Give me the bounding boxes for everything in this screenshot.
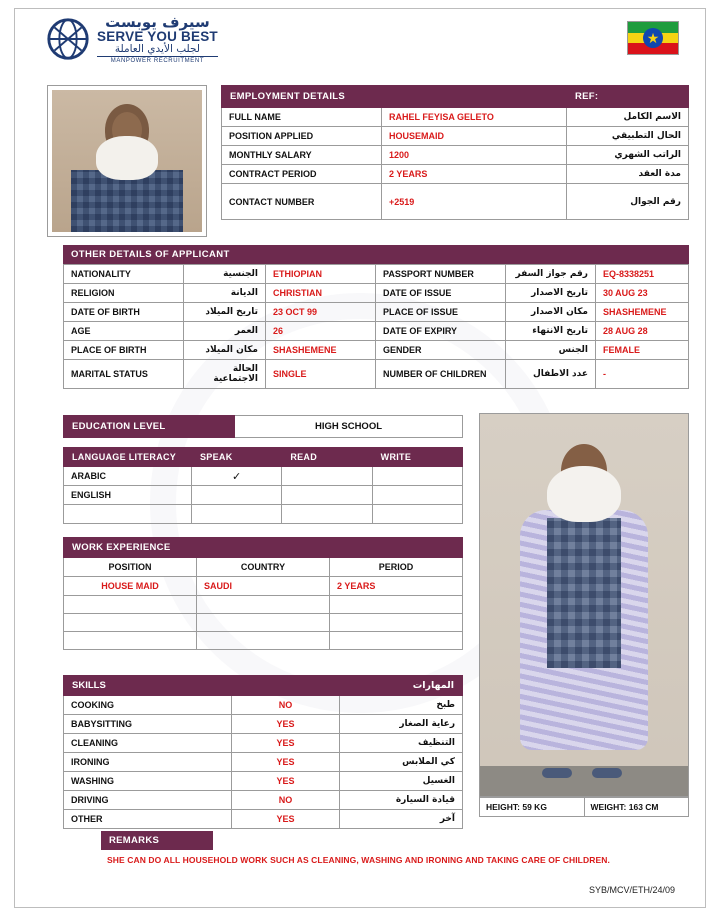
number-of-children-value: -: [596, 360, 689, 389]
table-row: [222, 108, 689, 127]
religion-arabic: الديانة: [184, 284, 266, 303]
date-of-expiry-label: DATE OF EXPIRY: [376, 322, 506, 341]
skill-arabic: الغسيل: [340, 772, 463, 791]
skills-title-arabic: المهارات: [340, 676, 463, 696]
place-of-birth-label: PLACE OF BIRTH: [64, 341, 184, 360]
skill-label: OTHER: [64, 810, 232, 829]
skill-value: YES: [232, 810, 340, 829]
work-experience-section: [63, 537, 463, 650]
passport-number-arabic: رقم جواز السفر: [506, 265, 596, 284]
monthly-salary-value: 1200: [382, 146, 567, 165]
language-name: ENGLISH: [64, 486, 192, 505]
education-section: [63, 415, 463, 438]
number-of-children-label: NUMBER OF CHILDREN: [376, 360, 506, 389]
language-literacy-section: [63, 447, 463, 524]
employment-details-section: [221, 85, 689, 220]
date-of-birth-value: 23 OCT 99: [266, 303, 376, 322]
employment-ref-label: REF:: [567, 86, 689, 108]
measurements-row: [479, 797, 689, 817]
table-row: [64, 791, 463, 810]
nationality-label: NATIONALITY: [64, 265, 184, 284]
table-row: [222, 127, 689, 146]
monthly-salary-label: MONTHLY SALARY: [222, 146, 382, 165]
period-header: PERIOD: [330, 558, 463, 577]
company-logo: [45, 15, 218, 64]
footer-reference-code: SYB/MCV/ETH/24/09: [588, 885, 675, 895]
age-label: AGE: [64, 322, 184, 341]
position-header: POSITION: [64, 558, 197, 577]
contract-period-label: CONTRACT PERIOD: [222, 165, 382, 184]
date-of-issue-value: 30 AUG 23: [596, 284, 689, 303]
age-value: 26: [266, 322, 376, 341]
gender-value: FEMALE: [596, 341, 689, 360]
work-period-value: 2 YEARS: [330, 577, 463, 596]
work-period-value: [330, 614, 463, 632]
full-name-label: FULL NAME: [222, 108, 382, 127]
work-period-value: [330, 596, 463, 614]
religion-value: CHRISTIAN: [266, 284, 376, 303]
table-row: [64, 596, 463, 614]
place-of-issue-value: SHASHEMENE: [596, 303, 689, 322]
table-row: [64, 772, 463, 791]
skill-arabic: طبخ: [340, 696, 463, 715]
skill-label: BABYSITTING: [64, 715, 232, 734]
table-row: [64, 715, 463, 734]
language-read-mark: [282, 467, 372, 486]
table-row: [64, 734, 463, 753]
other-details-title: OTHER DETAILS OF APPLICANT: [63, 245, 689, 264]
language-write-mark: [372, 486, 462, 505]
work-experience-title: WORK EXPERIENCE: [64, 538, 463, 558]
weight-value: WEIGHT: 163 CM: [585, 797, 690, 817]
language-read-mark: [282, 486, 372, 505]
height-value: HEIGHT: 59 KG: [479, 797, 585, 817]
language-speak-mark: [192, 505, 282, 524]
full-name-value: RAHEL FEYISA GELETO: [382, 108, 567, 127]
language-literacy-header: LANGUAGE LITERACY: [64, 448, 192, 467]
work-position-value: [64, 596, 197, 614]
skill-arabic: كي الملابس: [340, 753, 463, 772]
work-period-value: [330, 632, 463, 650]
place-of-birth-arabic: مكان الميلاد: [184, 341, 266, 360]
language-name: ARABIC: [64, 467, 192, 486]
table-row: [64, 753, 463, 772]
passport-number-value: EQ-8338251: [596, 265, 689, 284]
table-row: [64, 467, 463, 486]
table-row: [64, 577, 463, 596]
work-country-value: [197, 614, 330, 632]
marital-status-value: SINGLE: [266, 360, 376, 389]
monthly-salary-arabic: الراتب الشهري: [567, 146, 689, 165]
remarks-section: [101, 831, 689, 865]
date-of-birth-arabic: تاريخ الميلاد: [184, 303, 266, 322]
age-arabic: العمر: [184, 322, 266, 341]
date-of-issue-label: DATE OF ISSUE: [376, 284, 506, 303]
table-row: [64, 486, 463, 505]
skill-label: WASHING: [64, 772, 232, 791]
read-header: READ: [282, 448, 372, 467]
gender-label: GENDER: [376, 341, 506, 360]
date-of-expiry-value: 28 AUG 28: [596, 322, 689, 341]
skill-label: DRIVING: [64, 791, 232, 810]
nationality-arabic: الجنسية: [184, 265, 266, 284]
education-level-value: HIGH SCHOOL: [235, 415, 463, 438]
work-country-value: [197, 632, 330, 650]
write-header: WRITE: [372, 448, 462, 467]
logo-english-title: SERVE YOU BEST: [97, 29, 218, 45]
table-row: [222, 146, 689, 165]
skill-value: YES: [232, 734, 340, 753]
skills-title-row: [64, 676, 463, 696]
marital-status-label: MARITAL STATUS: [64, 360, 184, 389]
table-row: [64, 303, 689, 322]
table-row: [64, 322, 689, 341]
marital-status-arabic: الحالة الاجتماعية: [184, 360, 266, 389]
skill-value: YES: [232, 715, 340, 734]
date-of-birth-label: DATE OF BIRTH: [64, 303, 184, 322]
skill-value: YES: [232, 753, 340, 772]
table-row: [64, 696, 463, 715]
skill-arabic: قيادة السيارة: [340, 791, 463, 810]
full-name-arabic: الاسم الكامل: [567, 108, 689, 127]
other-details-section: [63, 245, 689, 389]
work-country-value: [197, 596, 330, 614]
skill-label: IRONING: [64, 753, 232, 772]
applicant-full-body-photo: [479, 413, 689, 797]
date-of-issue-arabic: تاريخ الاصدار: [506, 284, 596, 303]
work-position-value: [64, 632, 197, 650]
language-speak-mark: [192, 486, 282, 505]
ethiopia-flag-icon: ★: [627, 21, 679, 55]
position-applied-value: HOUSEMAID: [382, 127, 567, 146]
date-of-expiry-arabic: تاريخ الانتهاء: [506, 322, 596, 341]
language-write-mark: [372, 467, 462, 486]
logo-arabic-title: سيرف يوبست: [105, 13, 210, 31]
table-header-row: [64, 448, 463, 467]
table-header-row: [64, 558, 463, 577]
passport-number-label: PASSPORT NUMBER: [376, 265, 506, 284]
skill-value: YES: [232, 772, 340, 791]
skill-label: COOKING: [64, 696, 232, 715]
speak-header: SPEAK: [192, 448, 282, 467]
place-of-issue-label: PLACE OF ISSUE: [376, 303, 506, 322]
table-row: [64, 614, 463, 632]
position-applied-arabic: الحال التطبيقي: [567, 127, 689, 146]
country-header: COUNTRY: [197, 558, 330, 577]
applicant-portrait-photo: [47, 85, 207, 237]
table-row: [222, 184, 689, 220]
contract-period-arabic: مدة العقد: [567, 165, 689, 184]
work-position-value: [64, 614, 197, 632]
table-row: [222, 165, 689, 184]
remarks-text: SHE CAN DO ALL HOUSEHOLD WORK SUCH AS CLEANING, WASHING AND IRONING AND TAKING CARE OF CHILDREN.: [107, 855, 610, 865]
language-read-mark: [282, 505, 372, 524]
skill-label: CLEANING: [64, 734, 232, 753]
skill-value: NO: [232, 696, 340, 715]
employment-details-title: EMPLOYMENT DETAILS: [222, 86, 567, 108]
work-country-value: SAUDI: [197, 577, 330, 596]
language-speak-mark: ✓: [192, 467, 282, 486]
skill-value: NO: [232, 791, 340, 810]
table-row: [64, 284, 689, 303]
gender-arabic: الجنس: [506, 341, 596, 360]
document-header: [15, 9, 707, 71]
contact-number-arabic: رقم الجوال: [567, 184, 689, 220]
nationality-value: ETHIOPIAN: [266, 265, 376, 284]
skills-title: SKILLS: [64, 676, 232, 696]
table-row: [64, 505, 463, 524]
contract-period-value: 2 YEARS: [382, 165, 567, 184]
education-level-label: EDUCATION LEVEL: [63, 415, 235, 438]
work-experience-title-row: [64, 538, 463, 558]
place-of-issue-arabic: مكان الاصدار: [506, 303, 596, 322]
remarks-title: REMARKS: [101, 831, 213, 850]
language-write-mark: [372, 505, 462, 524]
language-name: [64, 505, 192, 524]
table-row: [64, 341, 689, 360]
work-position-value: HOUSE MAID: [64, 577, 197, 596]
place-of-birth-value: SHASHEMENE: [266, 341, 376, 360]
skill-arabic: التنظيف: [340, 734, 463, 753]
logo-arabic-subtitle: لجلب الأيدي العاملة: [114, 43, 200, 56]
skills-section: [63, 675, 463, 829]
skill-arabic: آخر: [340, 810, 463, 829]
contact-number-label: CONTACT NUMBER: [222, 184, 382, 220]
table-row: [64, 632, 463, 650]
table-row: [64, 265, 689, 284]
table-row: [64, 810, 463, 829]
globe-icon: [45, 16, 91, 62]
cv-sheet: [14, 8, 706, 908]
position-applied-label: POSITION APPLIED: [222, 127, 382, 146]
skill-arabic: رعاية الصغار: [340, 715, 463, 734]
contact-number-value: +2519: [382, 184, 567, 220]
number-of-children-arabic: عدد الاطفال: [506, 360, 596, 389]
logo-tagline: MANPOWER RECRUITMENT: [97, 56, 218, 64]
religion-label: RELIGION: [64, 284, 184, 303]
table-row: [64, 360, 689, 389]
